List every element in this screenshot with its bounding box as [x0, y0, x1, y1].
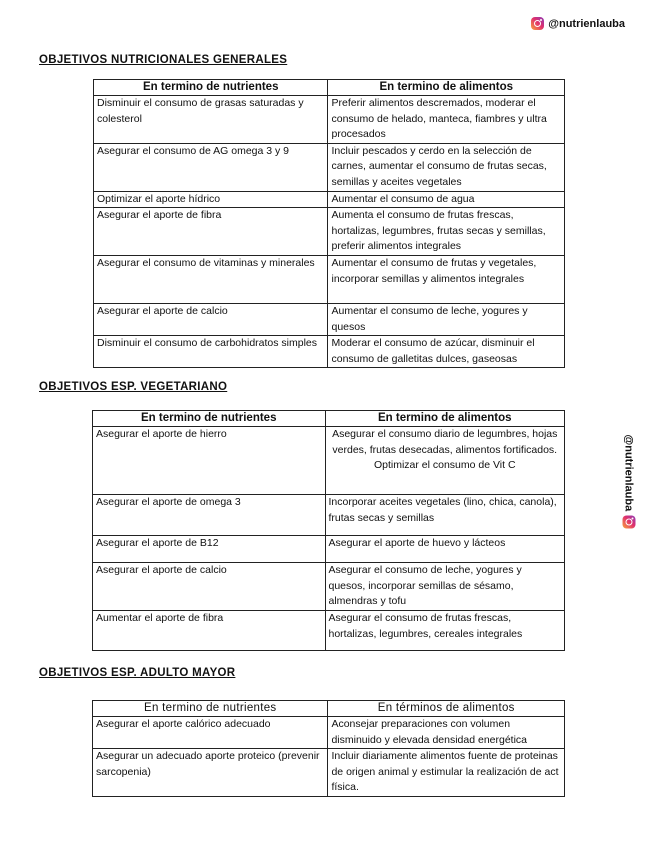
section-title-generales: OBJETIVOS NUTRICIONALES GENERALES: [39, 54, 288, 66]
brand-side: [622, 435, 636, 545]
table-header-row: [93, 701, 565, 717]
table-row: [94, 96, 565, 144]
table-header-row: [93, 411, 565, 427]
column-header: En termino de nutrientes: [93, 411, 326, 427]
table-cell: Asegurar el aporte de omega 3: [93, 495, 326, 536]
column-header: En termino de nutrientes: [94, 80, 328, 96]
table-cell: Asegurar el consumo de AG omega 3 y 9: [94, 143, 328, 191]
table-row: [93, 536, 565, 563]
table-cell: Aumentar el consumo de agua: [328, 191, 565, 208]
table-cell: Asegurar el aporte de B12: [93, 536, 326, 563]
column-header: En termino de nutrientes: [93, 701, 328, 717]
table-cell: Asegurar el aporte de hierro: [93, 427, 326, 495]
table-cell: Asegurar el aporte de huevo y lácteos: [325, 536, 565, 563]
side-brand-handle: @nutrienlauba: [623, 434, 635, 512]
table-cell: Asegurar el aporte calórico adecuado: [93, 717, 328, 749]
table-cell: Aumenta el consumo de frutas frescas, hortalizas, legumbres, frutas secas y semillas, preferir alimentos integrales: [328, 208, 565, 256]
table-cell: Aumentar el aporte de fibra: [93, 611, 326, 651]
table-row: [94, 143, 565, 191]
instagram-icon: [623, 515, 636, 528]
table-cell: Asegurar el aporte de calcio: [94, 304, 328, 336]
table-row: [93, 563, 565, 611]
table-adulto-mayor: [92, 700, 565, 797]
table-cell: Aumentar el consumo de frutas y vegetales, incorporar semillas y alimentos integrales: [328, 256, 565, 304]
table-cell: Disminuir el consumo de carbohidratos simples: [94, 336, 328, 368]
column-header: En términos de alimentos: [328, 701, 565, 717]
table-row: [94, 304, 565, 336]
table-cell: Aconsejar preparaciones con volumen disminuido y elevada densidad energética: [328, 717, 565, 749]
table-row: [93, 749, 565, 797]
table-cell: Asegurar el consumo diario de legumbres, hojas verdes, frutas desecadas, alimentos fortificados. Optimizar el consumo de Vit C: [325, 427, 565, 495]
table-row: [93, 611, 565, 651]
table-cell: Disminuir el consumo de grasas saturadas y colesterol: [94, 96, 328, 144]
table-row: [94, 336, 565, 368]
column-header: En termino de alimentos: [328, 80, 565, 96]
table-cell: Asegurar el consumo de frutas frescas, hortalizas, legumbres, cereales integrales: [325, 611, 565, 651]
table-generales: [93, 79, 565, 368]
table-row: [93, 427, 565, 495]
table-vegetariano: [92, 410, 565, 651]
table-cell: Asegurar el consumo de vitaminas y minerales: [94, 256, 328, 304]
brand-handle: @nutrienlauba: [548, 17, 625, 30]
table-cell: Asegurar un adecuado aporte proteico (prevenir sarcopenia): [93, 749, 328, 797]
table-cell: Moderar el consumo de azúcar, disminuir el consumo de galletitas dulces, gaseosas: [328, 336, 565, 368]
table-cell: Incluir pescados y cerdo en la selección de carnes, aumentar el consumo de frutas secas, semillas y aceites vegetales: [328, 143, 565, 191]
section-title-vegetariano: OBJETIVOS ESP. VEGETARIANO: [39, 381, 228, 393]
table-row: [93, 717, 565, 749]
table-cell: Preferir alimentos descremados, moderar el consumo de helado, manteca, fiambres y ultra procesados: [328, 96, 565, 144]
table-cell: Aumentar el consumo de leche, yogures y quesos: [328, 304, 565, 336]
table-cell: Asegurar el aporte de calcio: [93, 563, 326, 611]
column-header: En termino de alimentos: [325, 411, 565, 427]
instagram-icon: [531, 17, 544, 30]
table-row: [93, 495, 565, 536]
table-row: [94, 191, 565, 208]
brand-header: [531, 17, 625, 30]
table-cell: Asegurar el aporte de fibra: [94, 208, 328, 256]
table-row: [94, 256, 565, 304]
section-title-adulto-mayor: OBJETIVOS ESP. ADULTO MAYOR: [39, 667, 236, 679]
table-cell: Incorporar aceites vegetales (lino, chica, canola), frutas secas y semillas: [325, 495, 565, 536]
table-row: [94, 208, 565, 256]
table-header-row: [94, 80, 565, 96]
table-cell: Incluir diariamente alimentos fuente de proteinas de origen animal y estimular la realización de act física.: [328, 749, 565, 797]
table-cell: Optimizar el aporte hídrico: [94, 191, 328, 208]
table-cell: Asegurar el consumo de leche, yogures y quesos, incorporar semillas de sésamo, almendras y tofu: [325, 563, 565, 611]
